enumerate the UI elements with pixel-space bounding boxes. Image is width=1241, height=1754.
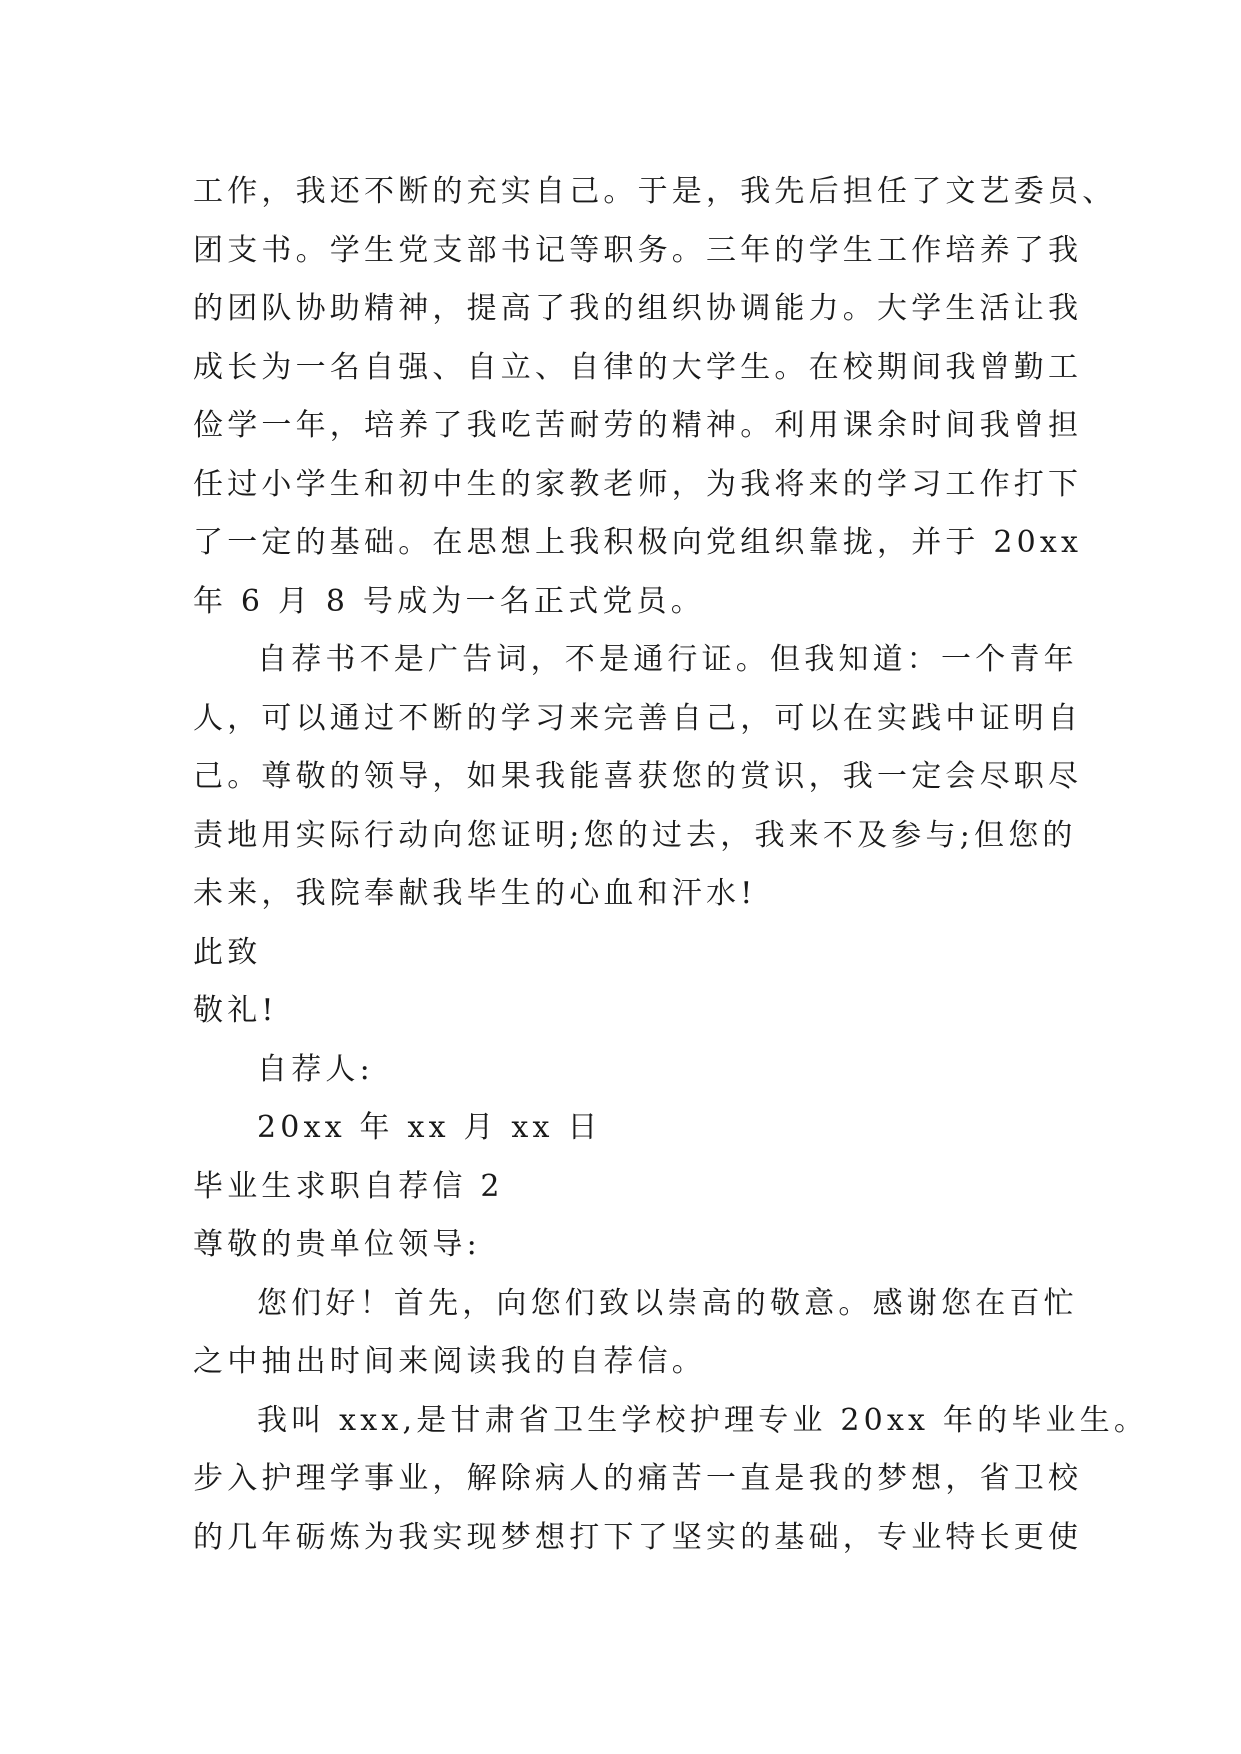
text-line: 您们好！首先，向您们致以崇高的敬意。感谢您在百忙 — [257, 1285, 1078, 1321]
text-line: 未来，我院奉献我毕生的心血和汗水! — [193, 876, 757, 911]
text-line: 的几年砺炼为我实现梦想打下了坚实的基础，专业特长更使 — [193, 1519, 1083, 1555]
text-line: 己。尊敬的领导，如果我能喜获您的赏识，我一定会尽职尽 — [193, 759, 1083, 794]
text-line: 尊敬的贵单位领导: — [193, 1227, 481, 1262]
text-line: 自荐人: — [257, 1051, 374, 1087]
text-line: 了一定的基础。在思想上我积极向党组织靠拢，并于 20xx — [193, 525, 1083, 560]
document-body — [193, 163, 1149, 1567]
text-line: 责地用实际行动向您证明;您的过去，我来不及参与;但您的 — [193, 817, 1077, 853]
text-line: 年 6 月 8 号成为一名正式党员。 — [193, 583, 705, 619]
text-line: 自荐书不是广告词，不是通行证。但我知道：一个青年 — [257, 642, 1078, 677]
text-line: 人，可以通过不断的学习来完善自己，可以在实践中证明自 — [193, 700, 1083, 736]
text-line: 之中抽出时间来阅读我的自荐信。 — [193, 1344, 706, 1379]
text-line: 此致 — [193, 934, 262, 970]
text-line: 俭学一年，培养了我吃苦耐劳的精神。利用课余时间我曾担 — [193, 408, 1083, 443]
text-line: 20xx 年 xx 月 xx 日 — [257, 1110, 602, 1145]
text-line: 我叫 xxx,是甘肃省卫生学校护理专业 20xx 年的毕业生。 — [257, 1402, 1149, 1438]
text-line: 工作，我还不断的充实自己。于是，我先后担任了文艺委员、 — [193, 174, 1117, 209]
text-line: 步入护理学事业，解除病人的痛苦一直是我的梦想，省卫校 — [193, 1461, 1083, 1496]
text-line: 团支书。学生党支部书记等职务。三年的学生工作培养了我 — [193, 232, 1083, 268]
text-line: 任过小学生和初中生的家教老师，为我将来的学习工作打下 — [193, 466, 1083, 502]
text-line: 敬礼! — [193, 993, 278, 1028]
text-line: 成长为一名自强、自立、自律的大学生。在校期间我曾勤工 — [193, 349, 1083, 385]
text-line: 毕业生求职自荐信 2 — [193, 1168, 504, 1204]
text-line: 的团队协助精神，提高了我的组织协调能力。大学生活让我 — [193, 291, 1083, 326]
